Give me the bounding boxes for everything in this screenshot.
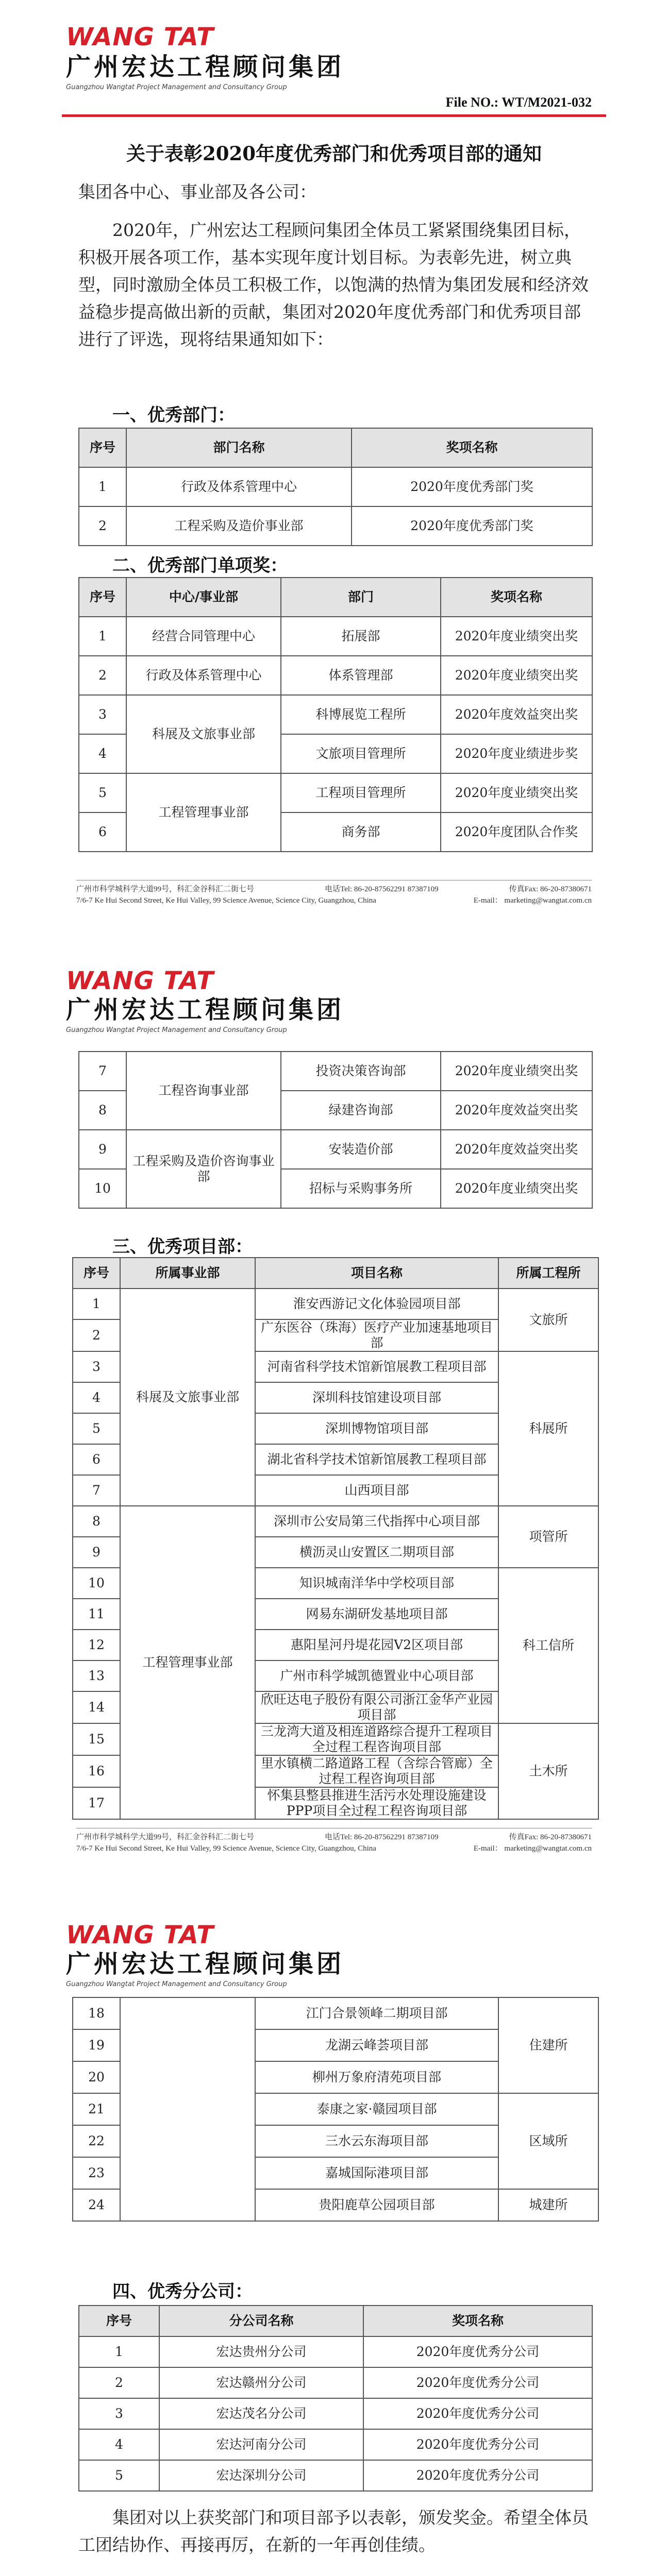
- logo-cn: 广州宏达工程顾问集团: [66, 1950, 345, 1978]
- page-1-footer: [76, 880, 592, 906]
- page-1-header: [66, 21, 602, 93]
- cell: 2020年度优秀分公司: [363, 2336, 592, 2367]
- cell: 3: [79, 695, 126, 734]
- cell: 商务部: [281, 812, 441, 852]
- cell: 绿建咨询部: [281, 1091, 441, 1130]
- cell: 2020年度业绩突出奖: [441, 1169, 592, 1208]
- cell: 科博展览工程所: [281, 695, 441, 734]
- cell: 文旅项目管理所: [281, 734, 441, 773]
- col-header: 分公司名称: [159, 2306, 363, 2336]
- cell: 科展及文旅事业部: [126, 695, 281, 773]
- cell: 4: [73, 1382, 120, 1413]
- footer-phone: 电话Tel: 86-20-87562291 87387109: [324, 1833, 439, 1841]
- cell: 24: [73, 2189, 120, 2221]
- cell: 3: [73, 1351, 120, 1382]
- logo-cn: 广州宏达工程顾问集团: [66, 995, 345, 1024]
- cell: 8: [73, 1506, 120, 1537]
- cell: 河南省科学技术馆新馆展教工程项目部: [255, 1351, 498, 1382]
- cell: 广州市科学城凯德置业中心项目部: [255, 1660, 498, 1691]
- cell: 住建所: [498, 1997, 598, 2093]
- footer-address-en: 7/6-7 Ke Hui Second Street, Ke Hui Valley, 99 Science Avenue, Science City, Guangzhou, China: [76, 896, 376, 905]
- footer-address-cn: 广州市科学城科学大道99号，科汇金谷科汇二街七号: [76, 1833, 255, 1841]
- section-2-table-continued: [78, 1051, 593, 1209]
- cell: 2020年度效益突出奖: [441, 1091, 592, 1130]
- logo-cn: 广州宏达工程顾问集团: [66, 53, 345, 81]
- cell: 21: [73, 2093, 120, 2125]
- cell: 2020年度业绩突出奖: [441, 1052, 592, 1091]
- cell: 工程管理事业部: [126, 773, 281, 852]
- table-row: [79, 2398, 592, 2429]
- cell: 5: [79, 773, 126, 812]
- cell: 宏达茂名分公司: [159, 2398, 363, 2429]
- cell: 柳州万象府清苑项目部: [255, 2061, 498, 2093]
- cell: 3: [79, 2398, 159, 2429]
- cell: 安装造价部: [281, 1130, 441, 1169]
- cell: 网易东湖研发基地项目部: [255, 1599, 498, 1630]
- col-header: 项目名称: [255, 1258, 498, 1289]
- cell: 招标与采购事务所: [281, 1169, 441, 1208]
- cell: 5: [73, 1413, 120, 1444]
- logo-en: WANG TAT: [66, 1921, 214, 1950]
- col-header: 部门: [281, 578, 441, 617]
- cell: 10: [79, 1169, 126, 1208]
- cell: 10: [73, 1568, 120, 1599]
- cell: 14: [73, 1691, 120, 1723]
- cell: 9: [73, 1537, 120, 1568]
- col-header: 部门名称: [126, 428, 352, 467]
- cell: 1: [79, 2336, 159, 2367]
- table-row: [79, 617, 592, 656]
- table-row: [79, 2460, 592, 2491]
- footer-email: E-mail： marketing@wangtat.com.cn: [473, 1844, 592, 1853]
- section-3-table-continued: [72, 1997, 599, 2222]
- cell: 2020年度效益突出奖: [441, 1130, 592, 1169]
- cell: 项管所: [498, 1506, 598, 1568]
- table-row: [79, 1052, 592, 1091]
- table-row: [73, 1997, 598, 2029]
- section-3-table: [72, 1257, 599, 1820]
- cell: 2020年度业绩突出奖: [441, 773, 592, 812]
- cell: 龙湖云峰荟项目部: [255, 2029, 498, 2061]
- cell: 16: [73, 1755, 120, 1787]
- cell: 宏达赣州分公司: [159, 2367, 363, 2398]
- cell: 江门合景领峰二期项目部: [255, 1997, 498, 2029]
- table-row: [73, 1289, 598, 1319]
- footer-fax: 传真Fax: 86-20-87380671: [509, 885, 592, 893]
- logo-subtitle: Guangzhou Wangtat Project Management and Consultancy Group: [66, 1980, 287, 1988]
- cell: 2020年度业绩突出奖: [441, 617, 592, 656]
- cell: 工程咨询事业部: [126, 1052, 281, 1130]
- cell: 三水云东海项目部: [255, 2125, 498, 2157]
- cell: 7: [73, 1475, 120, 1506]
- cell: 2: [73, 1319, 120, 1351]
- section-2-heading: 二、优秀部门单项奖：: [112, 555, 288, 576]
- section-2-table: [78, 577, 593, 852]
- cell: 2020年度优秀分公司: [363, 2398, 592, 2429]
- cell: 4: [79, 2429, 159, 2460]
- cell: 广东医谷（珠海）医疗产业加速基地项目部: [255, 1319, 498, 1351]
- cell: 土木所: [498, 1723, 598, 1819]
- intro-paragraph: 2020年，广州宏达工程顾问集团全体员工紧紧围绕集团目标，积极开展各项工作，基本实现年度计划目标。为表彰先进，树立典型，同时激励全体员工积极工作，以饱满的热情为集团发展和经济效益稳步提高做出新的贡献，集团对2020年度优秀部门和优秀项目部进行了评选，现将结果通知如下：: [78, 220, 589, 349]
- cell: [120, 1997, 255, 2221]
- cell: 2: [79, 656, 126, 695]
- cell: 泰康之家·赣园项目部: [255, 2093, 498, 2125]
- cell: 科工信所: [498, 1568, 598, 1723]
- cell: 2020年度业绩突出奖: [441, 656, 592, 695]
- cell: 横沥灵山安置区二期项目部: [255, 1537, 498, 1568]
- cell: 工程采购及造价事业部: [126, 506, 352, 546]
- cell: 投资决策咨询部: [281, 1052, 441, 1091]
- cell: 18: [73, 1997, 120, 2029]
- footer-fax: 传真Fax: 86-20-87380671: [509, 1833, 592, 1841]
- footer-phone: 电话Tel: 86-20-87562291 87387109: [324, 885, 439, 893]
- cell: 嘉城国际港项目部: [255, 2157, 498, 2189]
- logo-en: WANG TAT: [66, 23, 214, 52]
- cell: 17: [73, 1787, 120, 1819]
- col-header: 中心/事业部: [126, 578, 281, 617]
- cell: 2: [79, 506, 126, 546]
- closing-paragraph: 集团对以上获奖部门和项目部予以表彰，颁发奖金。希望全体员工团结协作、再接再厉，在新的一年再创佳绩。: [78, 2507, 589, 2555]
- cell: 5: [79, 2460, 159, 2491]
- col-header: 序号: [79, 428, 126, 467]
- cell: 6: [79, 812, 126, 852]
- logo-subtitle: Guangzhou Wangtat Project Management and Consultancy Group: [66, 1026, 287, 1034]
- logo-subtitle: Guangzhou Wangtat Project Management and Consultancy Group: [66, 83, 287, 91]
- table-row: [79, 656, 592, 695]
- cell: 工程采购及造价咨询事业部: [126, 1130, 281, 1208]
- cell: 行政及体系管理中心: [126, 656, 281, 695]
- cell: 2020年度优秀部门奖: [352, 467, 592, 506]
- cell: 山西项目部: [255, 1475, 498, 1506]
- footer-address-cn: 广州市科学城科学大道99号，科汇金谷科汇二街七号: [76, 885, 255, 893]
- cell: 科展及文旅事业部: [120, 1289, 255, 1506]
- cell: 9: [79, 1130, 126, 1169]
- table-row: [79, 2336, 592, 2367]
- cell: 13: [73, 1660, 120, 1691]
- cell: 2020年度优秀部门奖: [352, 506, 592, 546]
- cell: 1: [73, 1289, 120, 1319]
- cell: 文旅所: [498, 1289, 598, 1351]
- table-row: [79, 2367, 592, 2398]
- cell: 2020年度业绩进步奖: [441, 734, 592, 773]
- cell: 拓展部: [281, 617, 441, 656]
- table-row: [79, 506, 592, 546]
- page-3-header: [66, 1921, 602, 1988]
- page-2-footer: [76, 1828, 592, 1854]
- cell: 经营合同管理中心: [126, 617, 281, 656]
- cell: 1: [79, 467, 126, 506]
- col-header: 所属工程所: [498, 1258, 598, 1289]
- cell: 15: [73, 1723, 120, 1755]
- col-header: 奖项名称: [441, 578, 592, 617]
- cell: 知识城南洋华中学校项目部: [255, 1568, 498, 1599]
- section-1-heading: 一、优秀部门：: [112, 405, 235, 426]
- cell: 11: [73, 1599, 120, 1630]
- cell: 2020年度效益突出奖: [441, 695, 592, 734]
- col-header: 奖项名称: [352, 428, 592, 467]
- table-row: [79, 695, 592, 734]
- cell: 6: [73, 1444, 120, 1475]
- cell: 深圳市公安局第三代指挥中心项目部: [255, 1506, 498, 1537]
- cell: 宏达贵州分公司: [159, 2336, 363, 2367]
- table-row: [79, 467, 592, 506]
- salutation: 集团各中心、事业部及各公司：: [78, 182, 316, 202]
- logo-en: WANG TAT: [66, 967, 214, 995]
- footer-address-en: 7/6-7 Ke Hui Second Street, Ke Hui Valley, 99 Science Avenue, Science City, Guangzhou, China: [76, 1844, 376, 1853]
- cell: 23: [73, 2157, 120, 2189]
- cell: 深圳博物馆项目部: [255, 1413, 498, 1444]
- cell: 淮安西游记文化体验园项目部: [255, 1289, 498, 1319]
- col-header: 序号: [79, 2306, 159, 2336]
- cell: 宏达河南分公司: [159, 2429, 363, 2460]
- table-row: [79, 773, 592, 812]
- cell: 2020年度优秀分公司: [363, 2367, 592, 2398]
- cell: 工程管理事业部: [120, 1506, 255, 1819]
- cell: 2: [79, 2367, 159, 2398]
- header-divider: [62, 114, 606, 117]
- section-4-heading: 四、优秀分公司：: [112, 2281, 253, 2302]
- col-header: 序号: [73, 1258, 120, 1289]
- cell: 区域所: [498, 2093, 598, 2189]
- cell: 体系管理部: [281, 656, 441, 695]
- col-header: 序号: [79, 578, 126, 617]
- section-1-table: [78, 428, 593, 546]
- page-2-header: [66, 967, 602, 1034]
- cell: 19: [73, 2029, 120, 2061]
- cell: 城建所: [498, 2189, 598, 2221]
- table-row: [79, 1130, 592, 1169]
- cell: 行政及体系管理中心: [126, 467, 352, 506]
- cell: 三龙湾大道及相连道路综合提升工程项目全过程工程咨询项目部: [255, 1723, 498, 1755]
- cell: 2020年度团队合作奖: [441, 812, 592, 852]
- cell: 20: [73, 2061, 120, 2093]
- footer-email: E-mail： marketing@wangtat.com.cn: [473, 896, 592, 905]
- cell: 宏达深圳分公司: [159, 2460, 363, 2491]
- table-row: [79, 2429, 592, 2460]
- cell: 12: [73, 1630, 120, 1660]
- cell: 科展所: [498, 1351, 598, 1506]
- cell: 惠阳星河丹堤花园V2区项目部: [255, 1630, 498, 1660]
- cell: 里水镇横二路道路工程（含综合管廊）全过程工程咨询项目部: [255, 1755, 498, 1787]
- col-header: 所属事业部: [120, 1258, 255, 1289]
- cell: 8: [79, 1091, 126, 1130]
- cell: 工程项目管理所: [281, 773, 441, 812]
- cell: 2020年度优秀分公司: [363, 2460, 592, 2491]
- section-3-heading: 三、优秀项目部：: [112, 1236, 253, 1257]
- cell: 贵阳鹿草公园项目部: [255, 2189, 498, 2221]
- cell: 深圳科技馆建设项目部: [255, 1382, 498, 1413]
- section-4-table: [78, 2305, 593, 2492]
- file-number: File NO.: WT/M2021-032: [445, 95, 592, 110]
- cell: 22: [73, 2125, 120, 2157]
- cell: 欣旺达电子股份有限公司浙江金华产业园项目部: [255, 1691, 498, 1723]
- cell: 7: [79, 1052, 126, 1091]
- page-title: 关于表彰2020年度优秀部门和优秀项目部的通知: [126, 142, 542, 165]
- cell: 4: [79, 734, 126, 773]
- cell: 湖北省科学技术馆新馆展教工程项目部: [255, 1444, 498, 1475]
- col-header: 奖项名称: [363, 2306, 592, 2336]
- table-row: [73, 1506, 598, 1537]
- cell: 怀集县整县推进生活污水处理设施建设PPP项目全过程工程咨询项目部: [255, 1787, 498, 1819]
- cell: 2020年度优秀分公司: [363, 2429, 592, 2460]
- cell: 1: [79, 617, 126, 656]
